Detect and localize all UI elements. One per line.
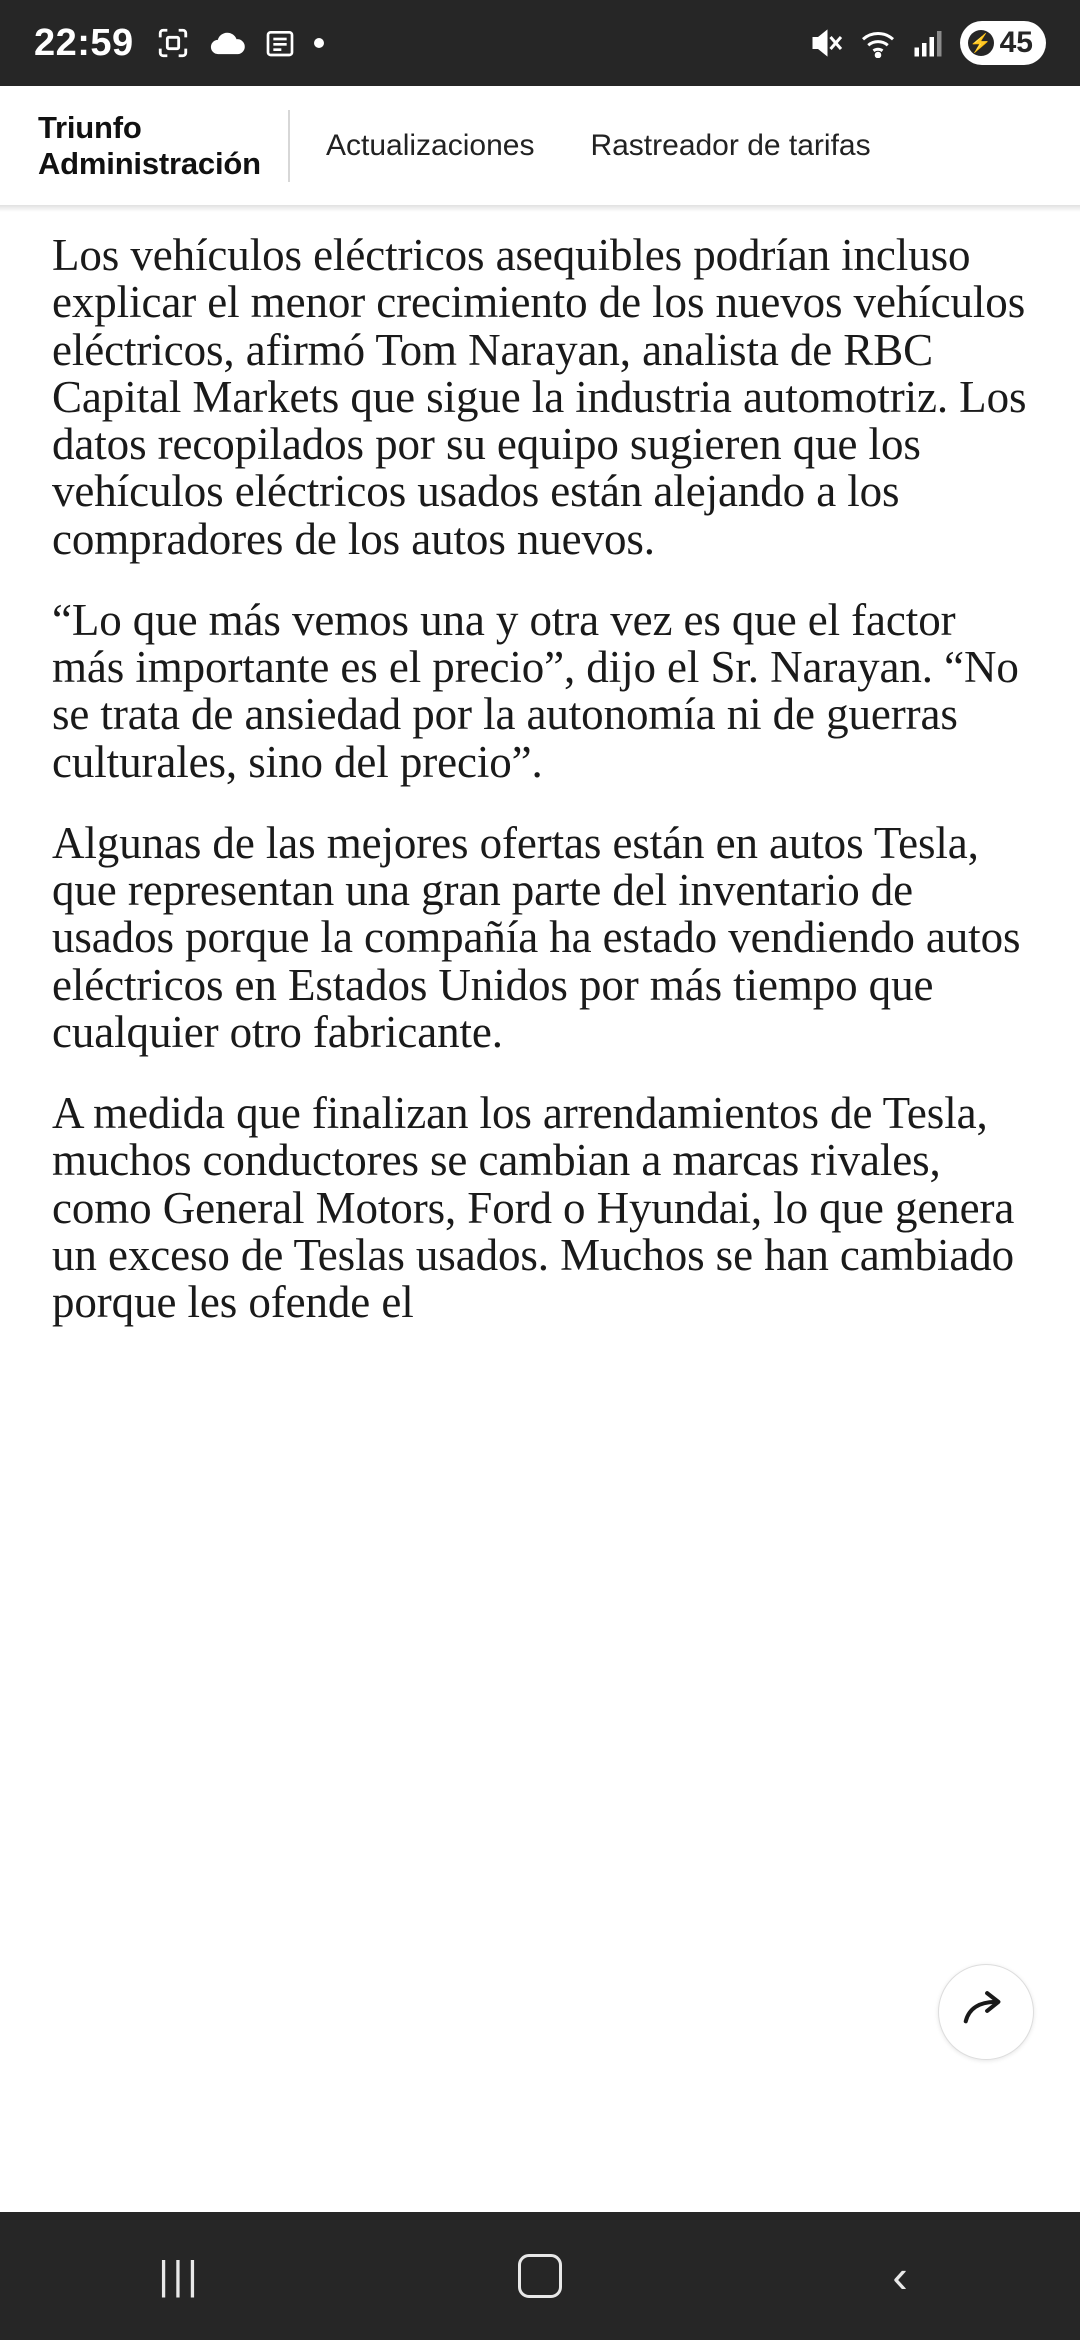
article-paragraph: Los vehículos eléctricos asequibles podrían incluso explicar el menor crecimiento de los nuevos vehículos eléctricos, afirmó Tom Narayan, analista de RBC Capital Markets que sigue la industria automotriz. Los datos recopilados por su equipo sugieren que los vehículos eléctricos usados están alejando a los compradores de los autos nuevos. (52, 230, 1027, 564)
article-paragraph: “Lo que más vemos una y otra vez es que el factor más importante es el precio”, dijo el Sr. Narayan. “No se trata de ansiedad por la autonomía ni de guerras culturales, sino del precio”. (52, 594, 1019, 787)
article-body[interactable] (0, 206, 1080, 2112)
battery-percent: 45 (999, 26, 1033, 59)
battery-icon (960, 21, 1046, 65)
share-icon (959, 1983, 1013, 2042)
back-button[interactable] (825, 2212, 975, 2340)
mute-icon (808, 28, 844, 58)
app-header (0, 86, 1080, 206)
recents-icon: ||| (158, 2253, 202, 2298)
header-divider (288, 110, 290, 182)
article-paragraph: A medida que finalizan los arrendamientos de Tesla, muchos conductores se cambian a marcas rivales, como General Motors, Ford o Hyundai, lo que genera un exceso de Teslas usados. Muchos se han cambiado porque les ofende el (52, 1088, 1015, 1327)
recents-button[interactable] (105, 2212, 255, 2340)
signal-icon (912, 28, 944, 58)
brand-line-2: Administración (38, 145, 261, 181)
dot-icon (314, 38, 324, 48)
nav-item-rastreador-de-tarifas[interactable]: Rastreador de tarifas (590, 128, 871, 162)
charging-bolt-icon: ⚡ (968, 30, 994, 56)
brand-line-1: Triunfo (38, 109, 142, 145)
cloud-icon (208, 28, 246, 58)
calendar-icon (264, 27, 296, 59)
nav-item-actualizaciones[interactable]: Actualizaciones (326, 128, 535, 162)
back-icon: ‹ (892, 2250, 908, 2302)
android-navigation-bar (0, 2212, 1080, 2340)
status-clock: 22:59 (34, 21, 134, 64)
article-paragraph: Algunas de las mejores ofertas están en autos Tesla, que representan una gran parte del inventario de usados porque la compañía ha estado vendiendo autos eléctricos en Estados Unidos por más tiempo que cualquier otro fabricante. (52, 817, 1021, 1057)
wifi-icon (860, 28, 896, 58)
home-icon (518, 2254, 562, 2298)
brand-title[interactable] (38, 110, 288, 182)
status-right-icons (808, 21, 1046, 65)
home-button[interactable] (465, 2212, 615, 2340)
screenshot-icon (156, 26, 190, 60)
share-button[interactable] (938, 1964, 1034, 2060)
content-top-shadow (0, 206, 1080, 212)
status-left-icons (156, 26, 324, 60)
status-bar (0, 0, 1080, 86)
